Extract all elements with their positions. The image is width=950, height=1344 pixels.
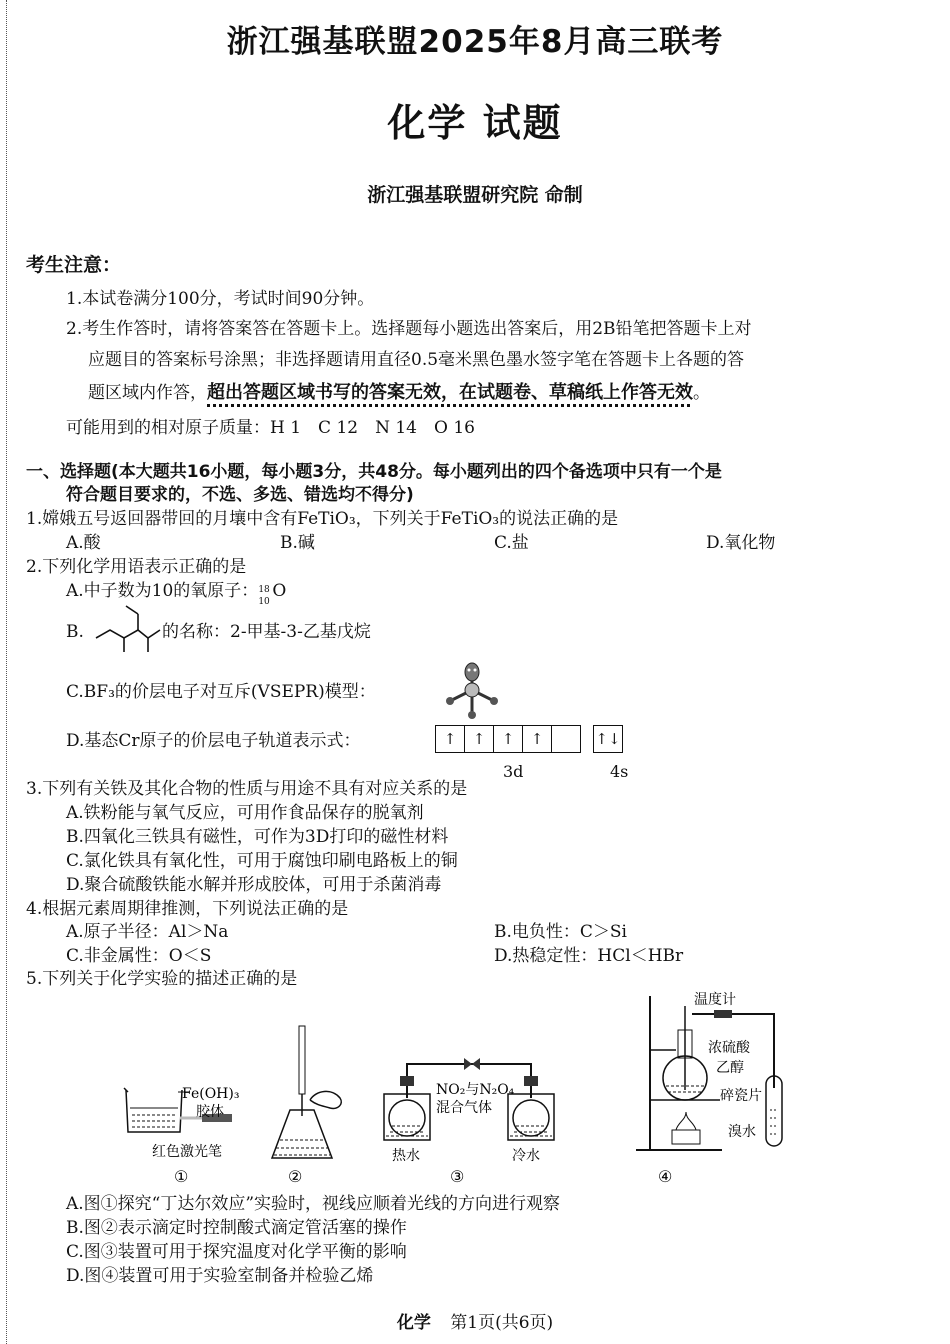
section-1-title-line-1: 一、选择题(本大题共16小题，每小题3分，共48分。每小题列出的四个备选项中只有一个是 (26, 462, 722, 482)
skeletal-formula-icon (92, 600, 164, 656)
fig3-label-1: NO₂与N₂O₄ (436, 1082, 515, 1098)
fig1-number: ① (174, 1167, 189, 1186)
q2-option-b-label: B. (66, 622, 84, 642)
page-footer (0, 1308, 950, 1333)
figure-3-equilibrium (384, 1058, 554, 1186)
q2-option-c: C.BF₃的价层电子对互斥(VSEPR)模型： (66, 682, 376, 702)
notice-item-2-line-3-end: 。 (693, 383, 710, 403)
q1-option-b: B.碱 (280, 533, 315, 553)
fig2-number: ② (288, 1167, 303, 1186)
q4-option-d: D.热稳定性：HCl＜HBr (494, 946, 684, 966)
notice-heading: 考生注意： (26, 254, 122, 276)
q5-option-a: A.图①探究“丁达尔效应”实验时，视线应顺着光线的方向进行观察 (66, 1194, 561, 1214)
q1-option-a: A.酸 (66, 533, 101, 553)
orbital-3d-box: ↑ (464, 725, 494, 753)
q5-apparatus-figures (110, 980, 830, 1190)
fig3-hot-water: 热水 (392, 1148, 420, 1164)
orbital-3d-label: 3d (503, 762, 524, 781)
maker-line: 浙江强基联盟研究院 命制 (367, 184, 583, 206)
footer-page-number: 第1页(共6页) (450, 1313, 554, 1333)
notice-item-1: 1.本试卷满分100分，考试时间90分钟。 (66, 289, 375, 309)
figure-4-ethylene (636, 991, 782, 1186)
q4-option-b: B.电负性：C＞Si (494, 922, 627, 942)
q5-option-b: B.图②表示滴定时控制酸式滴定管活塞的操作 (66, 1218, 407, 1238)
q3-option-b: B.四氧化三铁具有磁性，可作为3D打印的磁性材料 (66, 827, 449, 847)
q3-option-d: D.聚合硫酸铁能水解并形成胶体，可用于杀菌消毒 (66, 875, 442, 895)
q2-stem: 2.下列化学用语表示正确的是 (26, 557, 247, 577)
orbital-3d-box: ↑ (435, 725, 465, 753)
nuclide-mass-number: 18 (258, 584, 270, 595)
fig4-chips: 碎瓷片 (720, 1088, 762, 1104)
nuclide-symbol: O (272, 581, 287, 601)
notice-item-2-line-3-start: 题区域内作答， (88, 383, 207, 403)
q4-stem: 4.根据元素周期律推测，下列说法正确的是 (26, 899, 349, 919)
atomic-masses: 可能用到的相对原子质量：H 1 C 12 N 14 O 16 (66, 418, 475, 438)
q1-stem: 1.嫦娥五号返回器带回的月壤中含有FeTiO₃，下列关于FeTiO₃的说法正确的是 (26, 509, 619, 529)
q2-option-d: D.基态Cr原子的价层电子轨道表示式： (66, 731, 361, 751)
fig1-label-1: Fe(OH)₃ (182, 1086, 240, 1102)
fig3-label-2: 混合气体 (436, 1100, 492, 1116)
subject-title: 化学 试题 (387, 101, 563, 145)
q5-option-d: D.图④装置可用于实验室制备并检验乙烯 (66, 1266, 374, 1286)
vsepr-model-icon (438, 660, 504, 722)
q1-option-d: D.氧化物 (706, 533, 776, 553)
q5-option-c: C.图③装置可用于探究温度对化学平衡的影响 (66, 1242, 407, 1262)
figure-2-titration (272, 1026, 341, 1186)
orbital-4s-label: 4s (610, 762, 629, 781)
notice-item-2-line-2: 应题目的答案标号涂黑；非选择题请用直径0.5毫米黑色墨水签字笔在答题卡上各题的答 (88, 350, 745, 370)
orbital-3d-box: ↑ (522, 725, 552, 753)
q3-option-a: A.铁粉能与氧气反应，可用作食品保存的脱氧剂 (66, 803, 424, 823)
exam-title: 浙江强基联盟2025年8月高三联考 (226, 24, 724, 60)
notice-item-2-line-1: 2.考生作答时，请将答案答在答题卡上。选择题每小题选出答案后，用2B铅笔把答题卡上对 (66, 319, 752, 339)
orbital-3d-box (551, 725, 581, 753)
fig3-cold-water: 冷水 (512, 1148, 540, 1164)
nuclide-notation (258, 582, 272, 607)
nuclide-atomic-number: 10 (258, 596, 270, 607)
fig1-label-3: 红色激光笔 (152, 1144, 222, 1160)
q4-option-c: C.非金属性：O＜S (66, 946, 212, 966)
fig3-number: ③ (450, 1167, 465, 1186)
fig1-label-2: 胶体 (196, 1104, 224, 1120)
q2-option-a-text: A.中子数为10的氧原子： (66, 581, 259, 601)
notice-item-2-line-3 (88, 381, 710, 405)
q3-option-c: C.氯化铁具有氧化性，可用于腐蚀印刷电路板上的铜 (66, 851, 458, 871)
fig4-bromine-water: 溴水 (728, 1124, 756, 1140)
q1-option-c: C.盐 (494, 533, 529, 553)
orbital-diagram (436, 725, 623, 753)
q4-option-a: A.原子半径：Al＞Na (66, 922, 229, 942)
notice-warning-emphasis: 超出答题区域书写的答案无效，在试题卷、草稿纸上作答无效 (207, 382, 693, 403)
footer-subject: 化学 (396, 1313, 431, 1333)
q5-stem: 5.下列关于化学实验的描述正确的是 (26, 969, 298, 989)
section-1-title-line-2: 符合题目要求的，不选、多选、错选均不得分) (66, 485, 414, 505)
orbital-3d-box: ↑ (493, 725, 523, 753)
fig4-ethanol: 乙醇 (716, 1060, 744, 1076)
q2-option-b-text: 的名称：2-甲基-3-乙基戊烷 (162, 622, 371, 642)
fig4-number: ④ (658, 1167, 673, 1186)
fig4-acid: 浓硫酸 (708, 1040, 750, 1056)
q3-stem: 3.下列有关铁及其化合物的性质与用途不具有对应关系的是 (26, 779, 468, 799)
fig4-thermometer: 温度计 (694, 992, 736, 1008)
figure-1-tyndall (124, 1086, 239, 1186)
orbital-4s-box: ↑↓ (593, 725, 623, 753)
